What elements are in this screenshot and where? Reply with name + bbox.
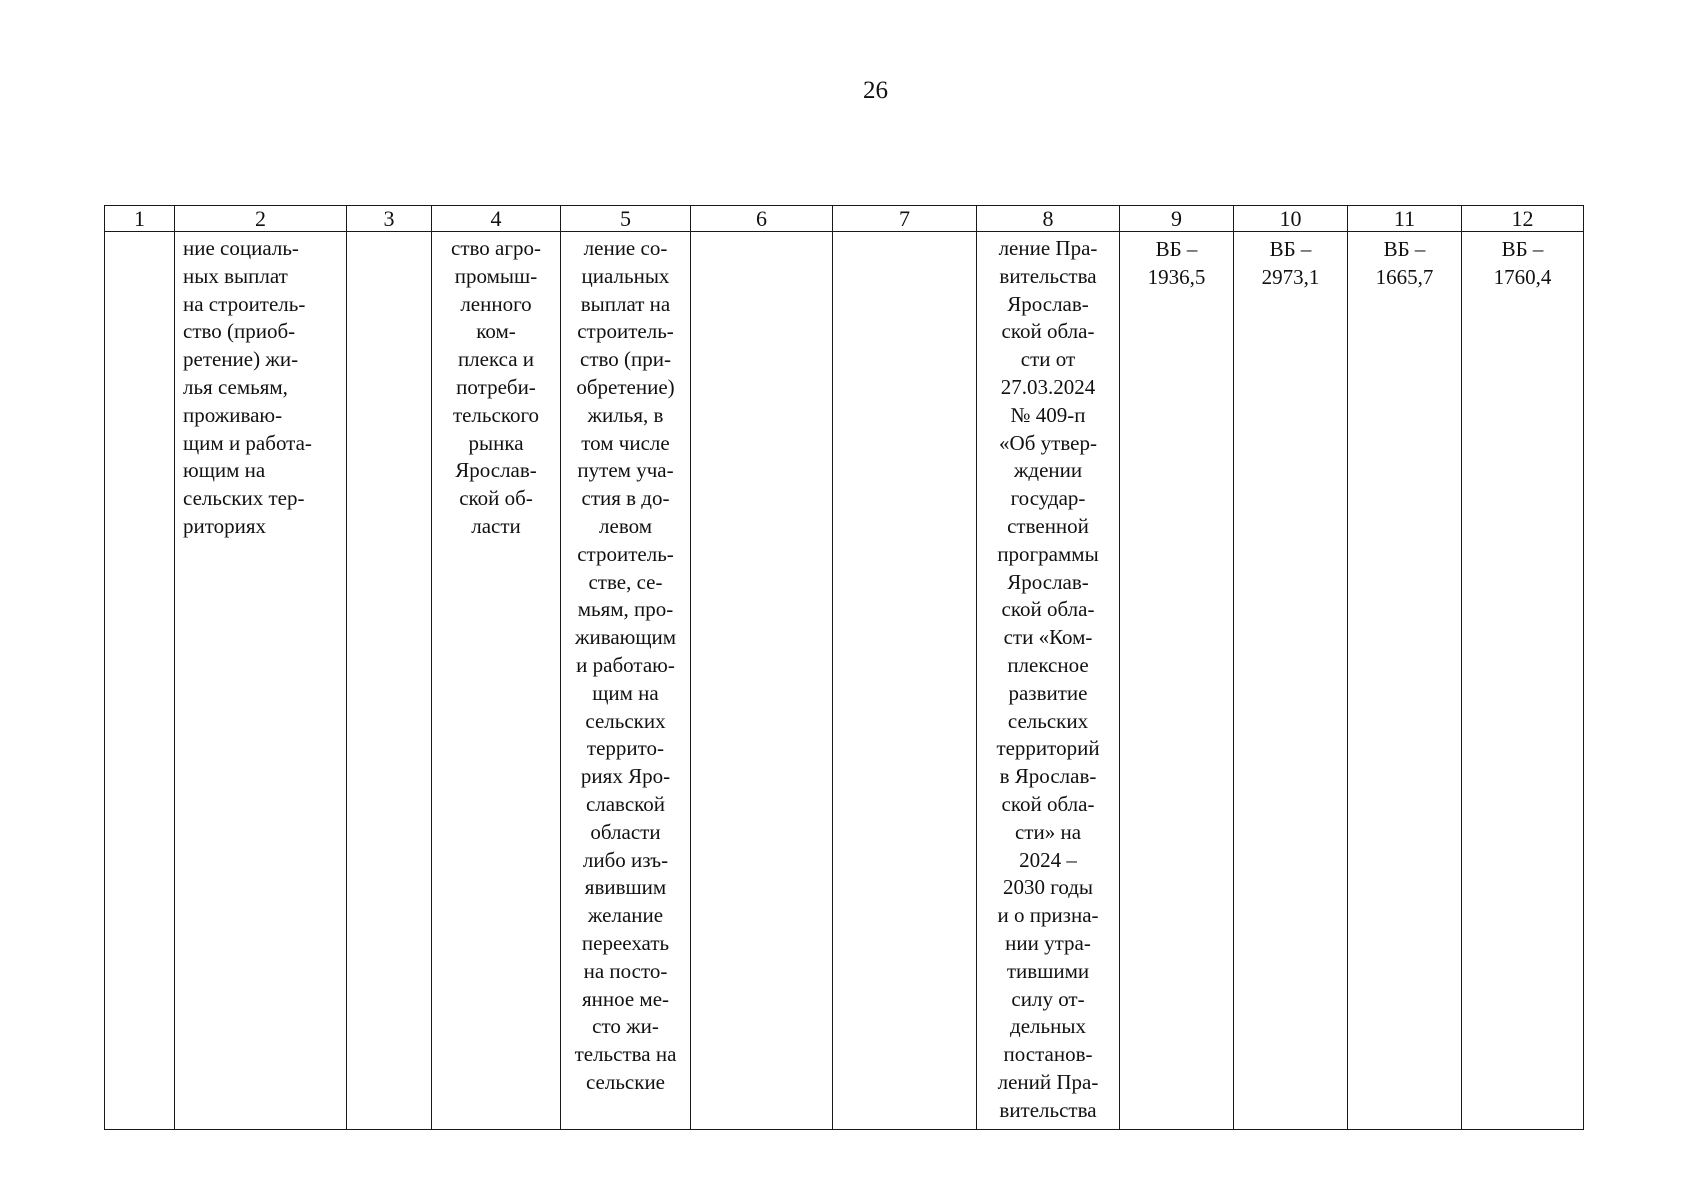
cell-amount-col11: ВБ – 1665,7 <box>1348 232 1462 1130</box>
column-number-9: 9 <box>1120 206 1234 232</box>
column-number-11: 11 <box>1348 206 1462 232</box>
column-number-4: 4 <box>432 206 561 232</box>
cell-col1 <box>105 232 175 1130</box>
cell-legal-basis: ление Пра- вительства Ярослав- ской обла- сти от 27.03.2024 № 409-п «Об утвер- ждении государ- ственной программы Ярослав- ской обла- сти «Ком- плексное развитие сельских территорий в Ярослав- ской обла- сти» на 2024 – 2030 годы и о призна- нии утра- тившими силу от- дельных постанов- лений Пра- вительства <box>977 232 1120 1130</box>
column-number-8: 8 <box>977 206 1120 232</box>
column-number-12: 12 <box>1462 206 1584 232</box>
column-number-6: 6 <box>691 206 833 232</box>
program-table <box>104 205 1584 1130</box>
cell-col7 <box>833 232 977 1130</box>
page-number: 26 <box>863 77 888 104</box>
cell-description: ление со- циальных выплат на строитель- ство (при- обретение) жилья, в том числе путем уча- стия в до- левом строитель- стве, се- мьям, про- живающим и работаю- щим на сельских террито- риях Яро- славской области либо изъ- явившим желание переехать на посто- янное ме- сто жи- тельства на сельские <box>561 232 691 1130</box>
table-row <box>105 232 1584 1130</box>
column-number-7: 7 <box>833 206 977 232</box>
column-number-row <box>105 206 1584 232</box>
column-number-1: 1 <box>105 206 175 232</box>
cell-amount-col9: ВБ – 1936,5 <box>1120 232 1234 1130</box>
column-number-3: 3 <box>347 206 432 232</box>
column-number-10: 10 <box>1234 206 1348 232</box>
cell-executor: ство агро- промыш- ленного ком- плекса и потреби- тельского рынка Ярослав- ской об- ласти <box>432 232 561 1130</box>
cell-col3 <box>347 232 432 1130</box>
cell-amount-col10: ВБ – 2973,1 <box>1234 232 1348 1130</box>
column-number-5: 5 <box>561 206 691 232</box>
cell-amount-col12: ВБ – 1760,4 <box>1462 232 1584 1130</box>
cell-event-name: ние социаль- ных выплат на строитель- ство (приоб- ретение) жи- лья семьям, проживаю- щим и работа- ющим на сельских тер- риториях <box>175 232 347 1130</box>
column-number-2: 2 <box>175 206 347 232</box>
cell-col6 <box>691 232 833 1130</box>
